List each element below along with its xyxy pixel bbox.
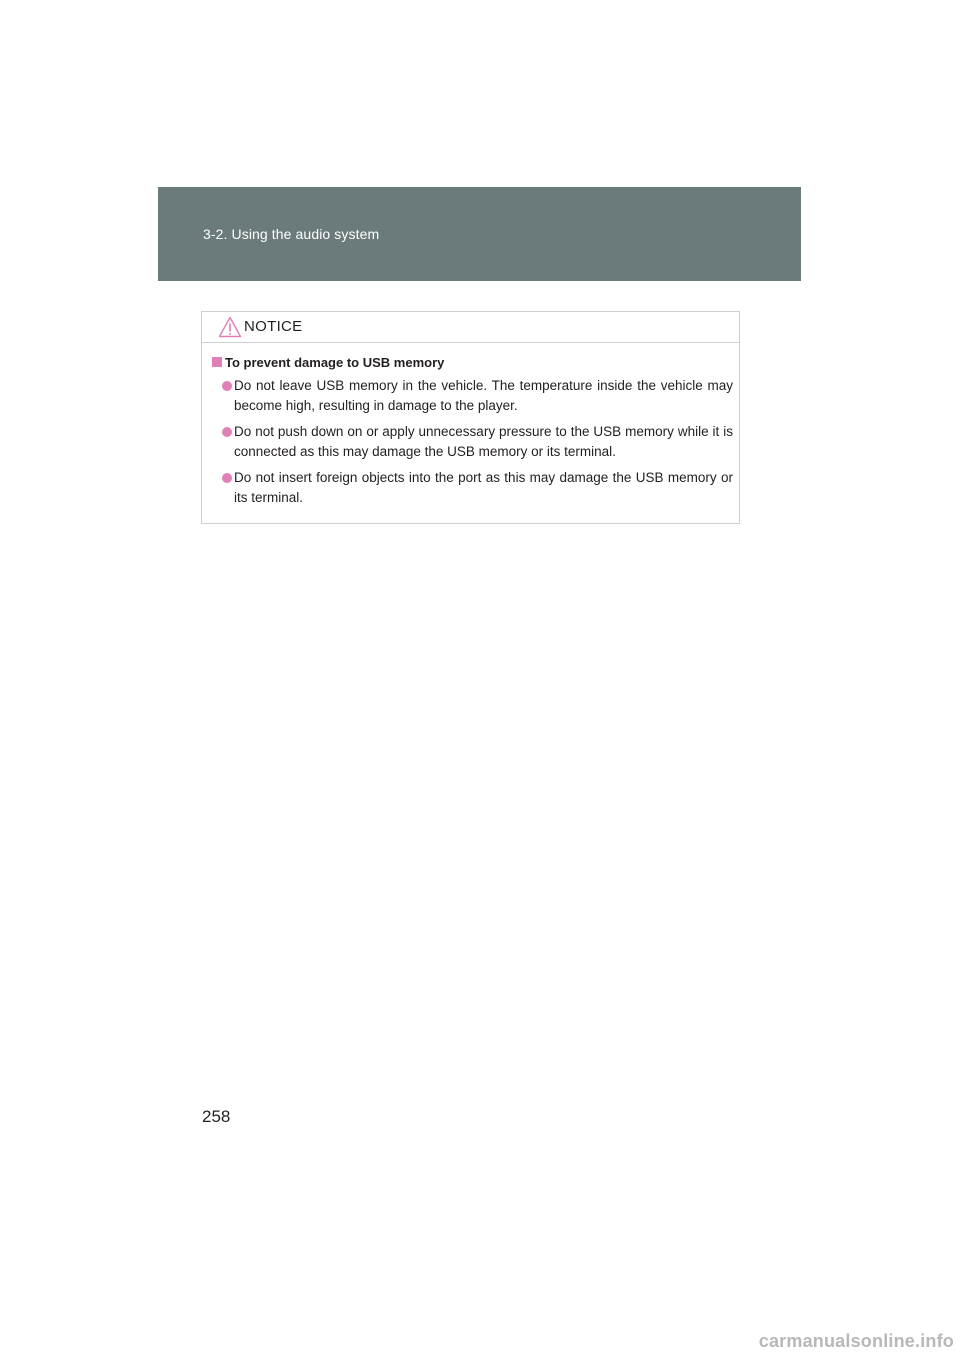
notice-item-text: Do not push down on or apply unnecessary pressure to the USB memory while it is connected as this may damage the USB memory or its terminal. [234, 424, 733, 459]
dot-bullet-icon [222, 427, 232, 437]
notice-item [202, 468, 739, 508]
notice-subheading [202, 352, 739, 374]
page-number: 258 [202, 1107, 231, 1126]
notice-item-text: Do not insert foreign objects into the port as this may damage the USB memory or its terminal. [234, 470, 733, 505]
warning-triangle-icon [218, 316, 242, 338]
square-bullet-icon [212, 357, 222, 367]
notice-subheading-text: To prevent damage to USB memory [225, 355, 445, 370]
section-title: 3-2. Using the audio system [203, 226, 380, 242]
dot-bullet-icon [222, 381, 232, 391]
notice-title: NOTICE [244, 318, 303, 335]
notice-header [202, 312, 739, 343]
notice-body [202, 352, 739, 508]
watermark: carmanualsonline.info [758, 1331, 954, 1351]
notice-item-text: Do not leave USB memory in the vehicle. The temperature inside the vehicle may become high, resulting in damage to the player. [234, 378, 733, 413]
dot-bullet-icon [222, 473, 232, 483]
section-header-bar [158, 187, 801, 281]
notice-item [202, 376, 739, 416]
notice-box [201, 311, 740, 524]
notice-item [202, 422, 739, 462]
